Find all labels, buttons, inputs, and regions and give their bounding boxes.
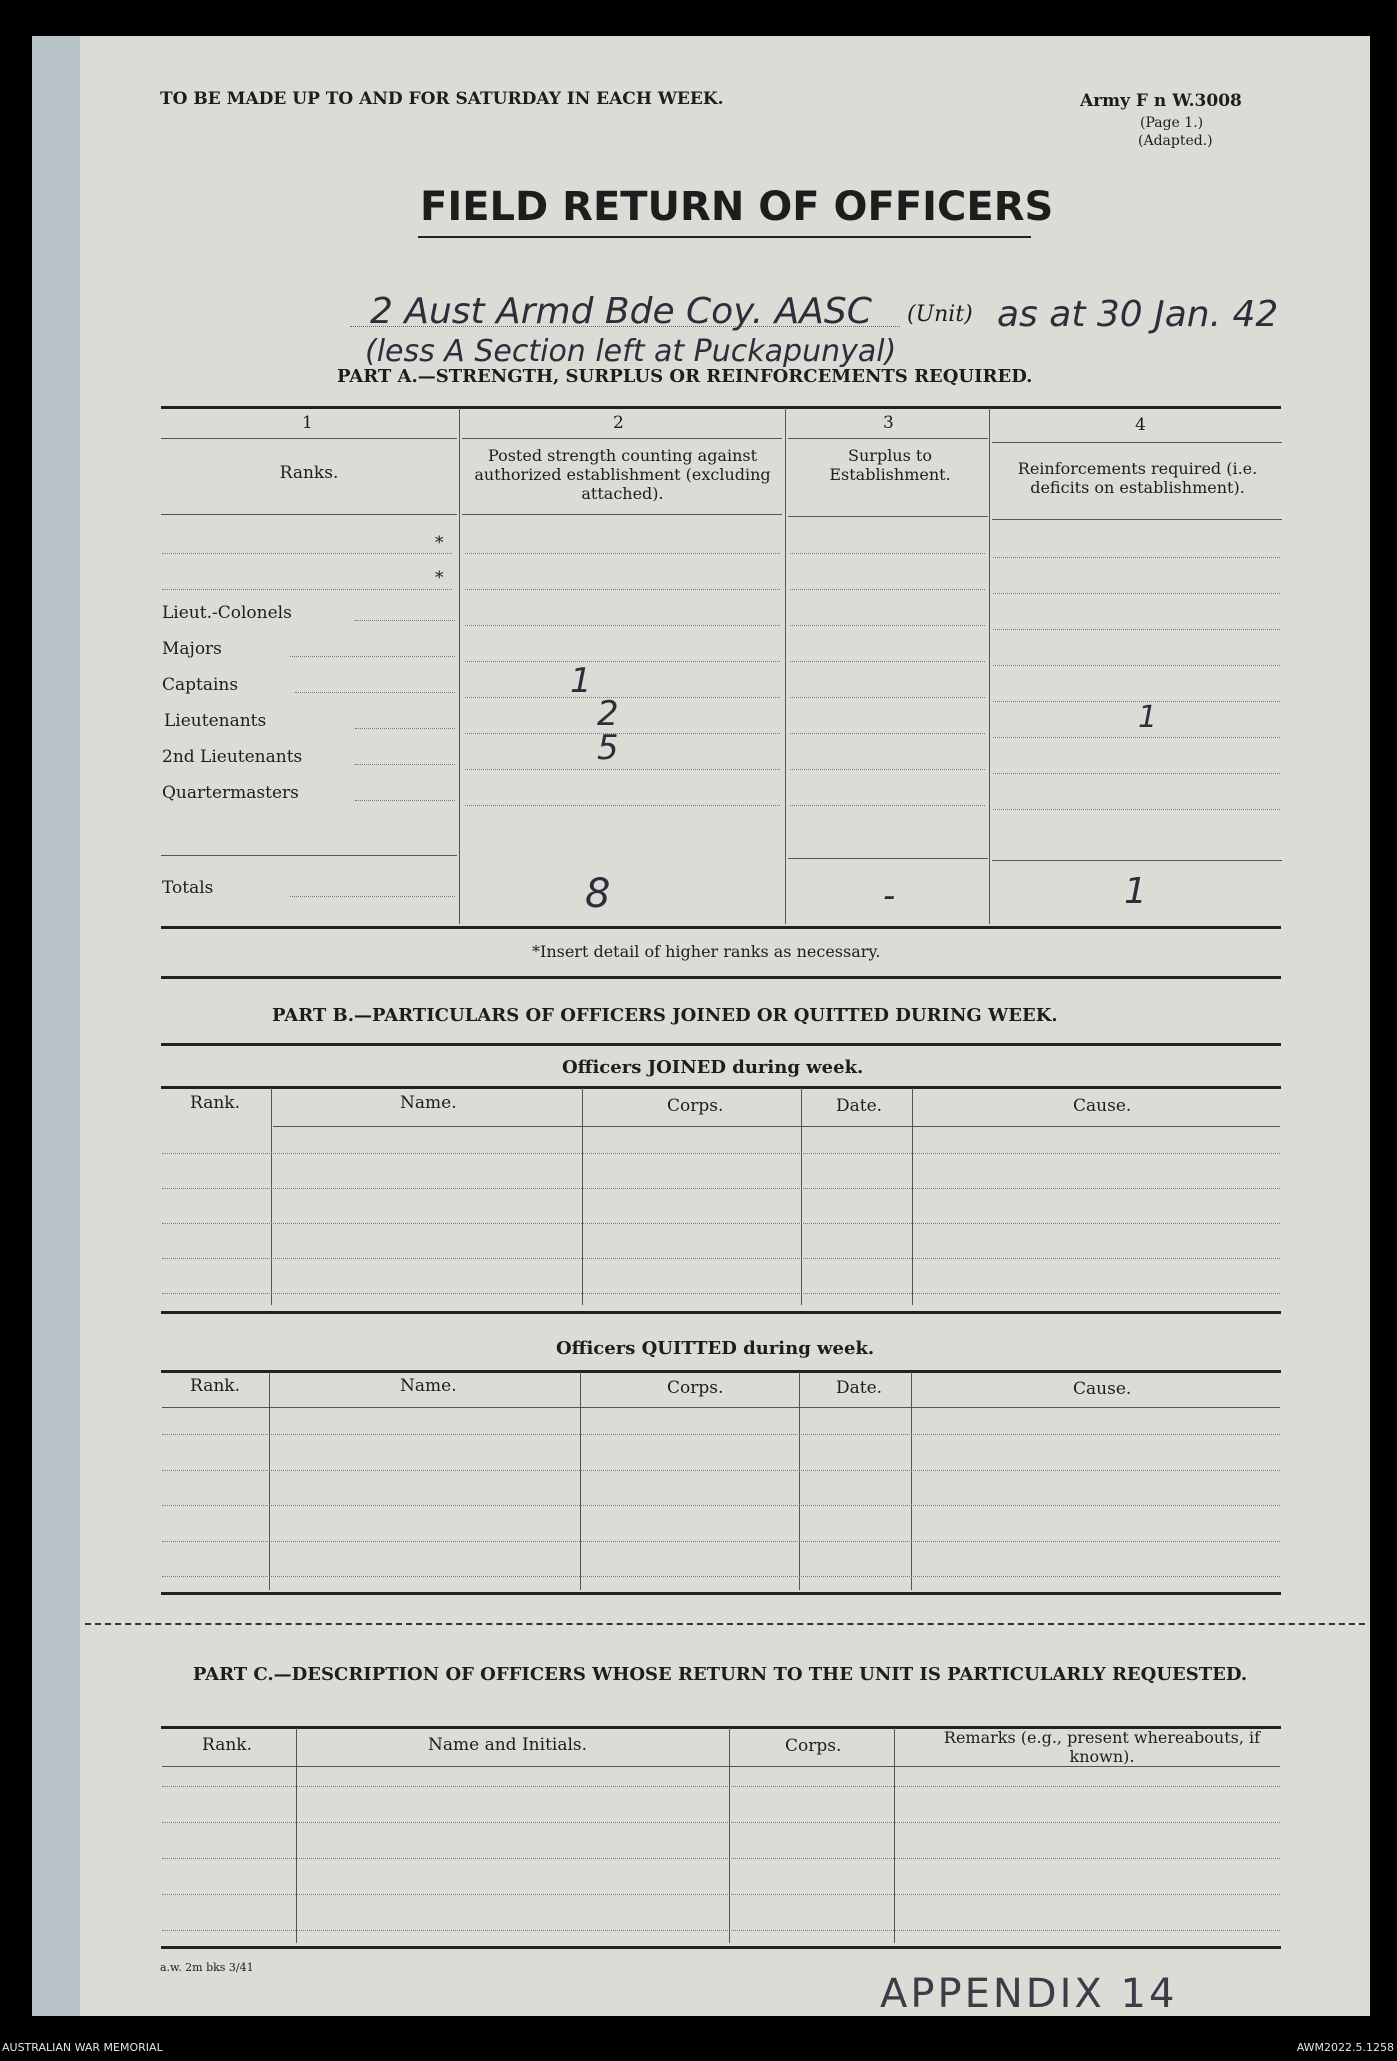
rule: [465, 589, 780, 590]
rule: [162, 1258, 1280, 1259]
unit-label: (Unit): [907, 302, 973, 327]
rule: [161, 514, 457, 515]
rule: [465, 697, 780, 698]
rule: [162, 589, 452, 590]
rule: [465, 553, 780, 554]
rule: [161, 1592, 1281, 1595]
rule: [290, 656, 455, 657]
rule: [790, 733, 985, 734]
unit-line: [350, 326, 900, 327]
archive-name: AUSTRALIAN WAR MEMORIAL: [2, 2041, 163, 2054]
rule: [790, 769, 985, 770]
rule: [271, 1088, 272, 1305]
rule: [992, 519, 1282, 520]
rule: [790, 805, 985, 806]
rule: [465, 769, 780, 770]
joined-col-cause: Cause.: [1073, 1096, 1132, 1116]
rule: [801, 1088, 802, 1305]
rule: [355, 728, 455, 729]
rule: [161, 976, 1281, 979]
paper-backing-strip: [32, 36, 82, 2016]
col-header-posted: Posted strength counting against authorized establishment (excluding attached).: [474, 446, 771, 503]
rule: [993, 665, 1280, 666]
rule: [993, 773, 1280, 774]
rule: [580, 1372, 581, 1590]
rule: [912, 1088, 913, 1305]
perforation-line: [85, 1623, 1365, 1625]
rule: [161, 855, 457, 856]
col-header-reinforcements: Reinforcements required (i.e. deficits on establishment).: [1017, 459, 1258, 497]
rule: [790, 661, 985, 662]
posted-captains-value: 2: [597, 694, 619, 734]
quitted-col-cause: Cause.: [1073, 1379, 1132, 1399]
part-c-col-rank: Rank.: [202, 1735, 252, 1755]
rule: [162, 553, 452, 554]
rule: [162, 1766, 1280, 1767]
rule: [788, 516, 988, 517]
instruction-text: TO BE MADE UP TO AND FOR SATURDAY IN EACH WEEK.: [160, 89, 724, 109]
part-a-col-divider-3: [989, 408, 990, 924]
rule: [465, 661, 780, 662]
rule: [162, 1894, 1280, 1895]
rule: [295, 692, 455, 693]
part-a-col-divider-2: [785, 408, 786, 924]
rule: [582, 1088, 583, 1305]
rule: [993, 809, 1280, 810]
rule: [162, 1576, 1280, 1577]
rule: [162, 1822, 1280, 1823]
rule: [273, 1126, 1280, 1127]
archive-footer: [0, 2031, 1397, 2061]
rule: [162, 1505, 1280, 1506]
form-page: (Page 1.): [1140, 115, 1204, 131]
joined-col-rank: Rank.: [190, 1093, 240, 1113]
rule: [993, 737, 1280, 738]
col-number-2: 2: [613, 413, 624, 433]
part-c-col-remarks: Remarks (e.g., present whereabouts, if known).: [943, 1728, 1261, 1766]
page-title: FIELD RETURN OF OFFICERS: [420, 184, 1054, 230]
rule: [790, 589, 985, 590]
rule: [993, 629, 1280, 630]
rule: [162, 1407, 1280, 1408]
rule: [788, 438, 988, 439]
rule: [162, 1434, 1280, 1435]
rule: [799, 1372, 800, 1590]
totals-label: Totals: [162, 878, 214, 898]
rule: [992, 442, 1282, 443]
part-c-col-corps: Corps.: [785, 1736, 842, 1756]
star-mark: *: [435, 533, 444, 553]
col-header-ranks: Ranks.: [279, 463, 339, 483]
rule: [993, 593, 1280, 594]
rule: [788, 858, 988, 859]
unit-handwritten: 2 Aust Armd Bde Coy. AASC: [370, 291, 872, 332]
part-c-title: PART C.—DESCRIPTION OF OFFICERS WHOSE RETURN TO THE UNIT IS PARTICULARLY REQUESTED.: [192, 1664, 1248, 1685]
rule: [355, 800, 455, 801]
rule: [290, 896, 455, 897]
col-number-1: 1: [302, 413, 313, 433]
totals-surplus-value: -: [883, 876, 896, 916]
joined-title: Officers JOINED during week.: [562, 1057, 864, 1078]
rule: [161, 1370, 1281, 1373]
rule: [992, 860, 1282, 861]
joined-col-date: Date.: [836, 1096, 883, 1116]
star-mark: *: [435, 568, 444, 588]
totals-reinf-value: 1: [1124, 871, 1147, 912]
rule: [355, 620, 455, 621]
document-page: [80, 36, 1370, 2016]
rule: [162, 1786, 1280, 1787]
rank-label: 2nd Lieutenants: [162, 747, 303, 767]
rule: [162, 1930, 1280, 1931]
quitted-col-date: Date.: [836, 1378, 883, 1398]
part-b-title: PART B.—PARTICULARS OF OFFICERS JOINED OR QUITTED DURING WEEK.: [272, 1005, 1058, 1026]
rule: [465, 625, 780, 626]
joined-col-name: Name.: [400, 1093, 457, 1113]
quitted-col-corps: Corps.: [667, 1378, 724, 1398]
rule: [993, 701, 1280, 702]
rank-label: Quartermasters: [162, 783, 299, 803]
rule: [162, 1153, 1280, 1154]
unit-note-handwritten: (less A Section left at Puckapunyal): [365, 334, 897, 369]
rule: [161, 1311, 1281, 1314]
quitted-col-name: Name.: [400, 1376, 457, 1396]
rule: [162, 1858, 1280, 1859]
rule: [894, 1728, 895, 1943]
part-c-col-name: Name and Initials.: [428, 1735, 588, 1755]
rule: [462, 514, 782, 515]
rule: [465, 733, 780, 734]
rule: [162, 1188, 1280, 1189]
form-adapted: (Adapted.): [1138, 133, 1213, 149]
rule: [162, 1541, 1280, 1542]
rule: [162, 1293, 1280, 1294]
reinf-captains-value: 1: [1138, 700, 1158, 735]
part-a-footnote: *Insert detail of higher ranks as necessary.: [532, 942, 881, 961]
rule: [161, 438, 457, 439]
rule: [729, 1728, 730, 1943]
posted-majors-value: 1: [570, 661, 592, 701]
archive-id: AWM2022.5.1258: [1296, 2041, 1394, 2054]
rule: [355, 764, 455, 765]
rule: [162, 1223, 1280, 1224]
quitted-col-rank: Rank.: [190, 1376, 240, 1396]
col-header-surplus: Surplus to Establishment.: [829, 446, 951, 484]
form-number: Army F n W.3008: [1080, 91, 1242, 111]
rule: [161, 1086, 1281, 1089]
rule: [993, 557, 1280, 558]
part-a-top-rule: [161, 406, 1281, 409]
rule: [790, 625, 985, 626]
rank-label: Lieutenants: [164, 711, 267, 731]
rule: [269, 1372, 270, 1590]
rule: [296, 1728, 297, 1943]
rule: [911, 1372, 912, 1590]
rank-label: Majors: [162, 639, 222, 659]
posted-lieutenants-value: 5: [597, 728, 619, 768]
print-code: a.w. 2m bks 3/41: [160, 1961, 254, 1974]
rule: [462, 438, 782, 439]
col-number-3: 3: [883, 413, 894, 433]
quitted-title: Officers QUITTED during week.: [556, 1338, 875, 1359]
rank-label: Captains: [162, 675, 239, 695]
part-a-title: PART A.—STRENGTH, SURPLUS OR REINFORCEMENTS REQUIRED.: [337, 366, 1033, 387]
part-a-col-divider-1: [459, 408, 460, 924]
rule: [790, 553, 985, 554]
joined-col-corps: Corps.: [667, 1096, 724, 1116]
unit-date-handwritten: as at 30 Jan. 42: [997, 294, 1279, 335]
title-underline: [418, 236, 1031, 238]
rule: [790, 697, 985, 698]
rule: [161, 1043, 1281, 1046]
part-a-bottom-rule: [161, 926, 1281, 929]
rule: [161, 1946, 1281, 1949]
rank-label: Lieut.-Colonels: [162, 603, 292, 623]
appendix-handwritten: APPENDIX 14: [880, 1971, 1178, 2017]
rule: [162, 1470, 1280, 1471]
rule: [465, 805, 780, 806]
totals-posted-value: 8: [585, 871, 611, 917]
col-number-4: 4: [1135, 415, 1146, 435]
